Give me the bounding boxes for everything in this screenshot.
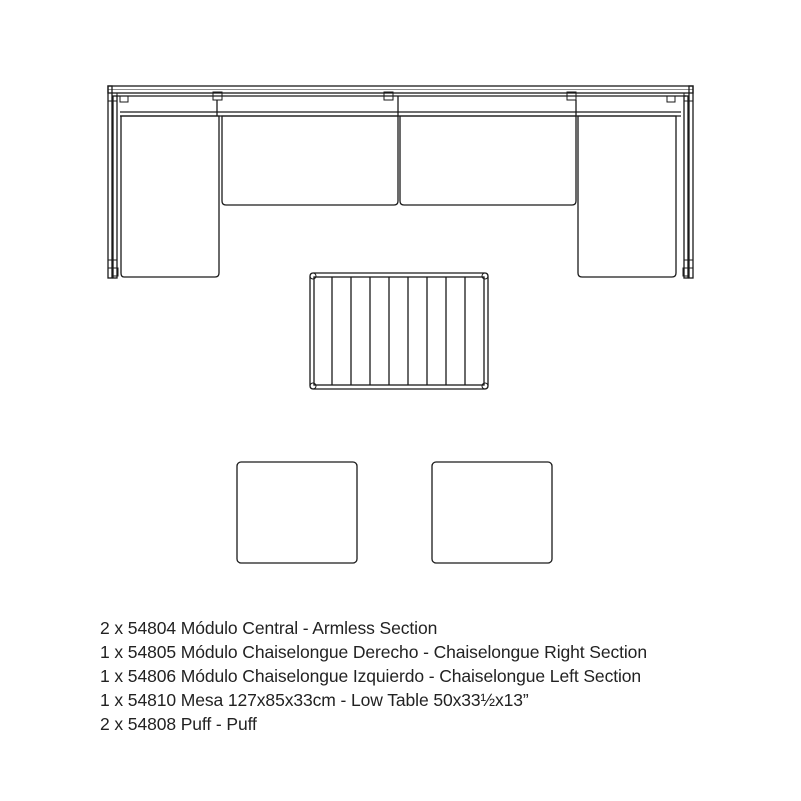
legend-item: 2 x 54808 Puff - Puff — [100, 714, 257, 734]
right-frame-post — [689, 86, 693, 278]
left-chaiselongue-cushion — [121, 116, 219, 277]
legend-item: 1 x 54805 Módulo Chaiselongue Derecho - Chaiselongue Right Section — [100, 642, 647, 662]
sofa-assembly — [108, 86, 693, 278]
puff-right — [432, 462, 552, 563]
left-frame-post — [108, 86, 112, 278]
central-module-cushion-left — [222, 116, 398, 205]
central-module-cushion-right — [400, 116, 576, 205]
component-legend — [100, 616, 647, 736]
low-table — [310, 273, 488, 389]
legend-item: 2 x 54804 Módulo Central - Armless Section — [100, 618, 438, 638]
low-table-frame — [310, 273, 488, 389]
puff-left — [237, 462, 357, 563]
legend-item: 1 x 54806 Módulo Chaiselongue Izquierdo - Chaiselongue Left Section — [100, 666, 642, 686]
legend-item: 1 x 54810 Mesa 127x85x33cm - Low Table 50x33½x13” — [100, 690, 529, 710]
right-chaiselongue-cushion — [578, 116, 676, 277]
